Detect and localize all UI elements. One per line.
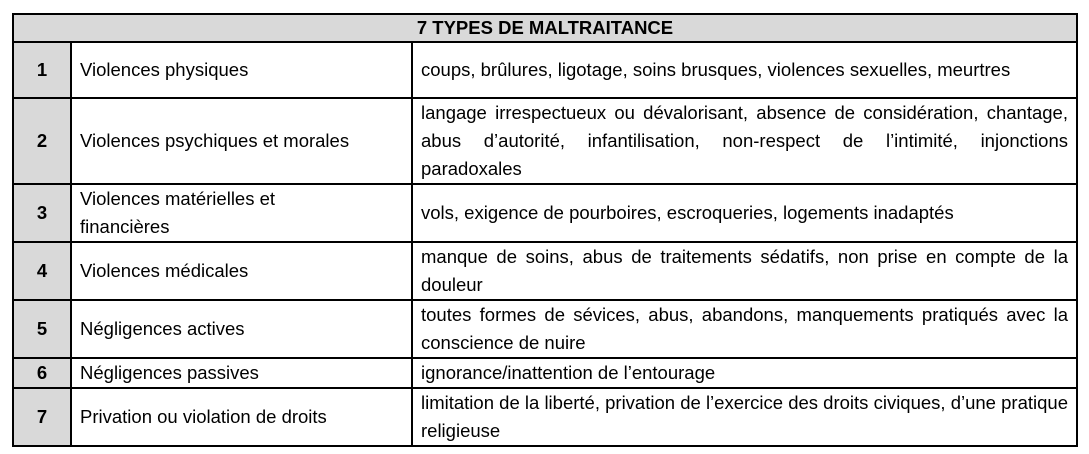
row-description: toutes formes de sévices, abus, abandons, manquements pratiqués avec la conscience de nuire <box>412 300 1077 358</box>
table-row <box>13 184 1077 242</box>
table-row <box>13 242 1077 300</box>
row-description: vols, exigence de pourboires, escroqueries, logements inadaptés <box>412 184 1077 242</box>
row-description: ignorance/inattention de l’entourage <box>412 358 1077 388</box>
row-number: 1 <box>13 42 71 98</box>
table-header-row <box>13 14 1077 42</box>
row-type: Négligences actives <box>71 300 412 358</box>
table-row <box>13 358 1077 388</box>
row-number: 5 <box>13 300 71 358</box>
row-type: Privation ou violation de droits <box>71 388 412 446</box>
row-number: 4 <box>13 242 71 300</box>
row-type: Violences matérielles et financières <box>71 184 412 242</box>
table-title: 7 TYPES DE MALTRAITANCE <box>13 14 1077 42</box>
row-description: langage irrespectueux ou dévalorisant, absence de considération, chantage, abus d’autorité, infantilisation, non-respect de l’intimité, injonctions paradoxales <box>412 98 1077 184</box>
row-description: limitation de la liberté, privation de l’exercice des droits civiques, d’une pratique religieuse <box>412 388 1077 446</box>
row-number: 2 <box>13 98 71 184</box>
row-description: coups, brûlures, ligotage, soins brusques, violences sexuelles, meurtres <box>412 42 1077 98</box>
table-row <box>13 42 1077 98</box>
row-type: Violences physiques <box>71 42 412 98</box>
row-number: 6 <box>13 358 71 388</box>
table-row <box>13 388 1077 446</box>
row-number: 3 <box>13 184 71 242</box>
row-description: manque de soins, abus de traitements sédatifs, non prise en compte de la douleur <box>412 242 1077 300</box>
maltraitance-table <box>12 13 1078 447</box>
table-row <box>13 300 1077 358</box>
row-number: 7 <box>13 388 71 446</box>
row-type: Violences médicales <box>71 242 412 300</box>
row-type: Négligences passives <box>71 358 412 388</box>
table-row <box>13 98 1077 184</box>
row-type: Violences psychiques et morales <box>71 98 412 184</box>
